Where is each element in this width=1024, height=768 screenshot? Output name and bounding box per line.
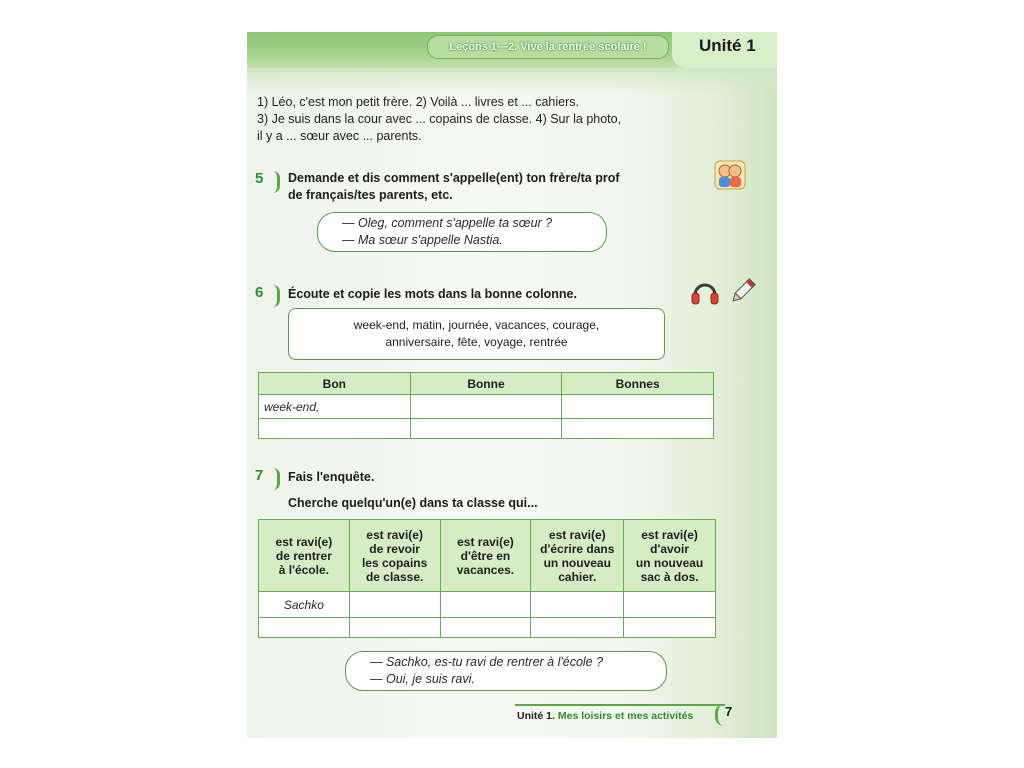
header-line: vacances.	[456, 562, 515, 577]
survey-column-header	[531, 520, 624, 592]
table-row	[259, 592, 716, 618]
word-list-box	[288, 308, 665, 360]
exercise-6-number: 6	[255, 284, 277, 308]
table-cell	[624, 618, 716, 638]
column-header-bonne: Bonne	[410, 373, 562, 395]
header-line: un nouveau	[635, 555, 704, 570]
table-row	[259, 618, 716, 638]
table-cell	[562, 395, 714, 419]
survey-column-header	[349, 520, 440, 592]
header-band-fade	[247, 68, 777, 94]
header-line: est ravi(e)	[275, 534, 333, 549]
exercise-6-table	[258, 372, 714, 439]
header-line: de revoir	[369, 541, 420, 556]
header-line: d'avoir	[650, 541, 690, 556]
footer-unit-prefix: Unité 1.	[517, 710, 555, 722]
exercise-6-title: Écoute et copie les mots dans la bonne colonne.	[288, 287, 577, 301]
header-line: est ravi(e)	[457, 534, 514, 549]
exercise-7-title: Fais l'enquête.	[288, 470, 375, 484]
table-row	[259, 419, 714, 439]
table-cell	[531, 618, 624, 638]
exercise-5-number: 5	[255, 170, 277, 194]
exercise-5-title	[288, 170, 620, 204]
header-line: les copains	[361, 555, 428, 570]
word-list-line: anniversaire, fête, voyage, rentrée	[385, 335, 568, 349]
page-number: 7	[725, 704, 733, 719]
exercise-7-table	[258, 519, 716, 638]
table-cell	[562, 419, 714, 439]
header-line: de classe.	[365, 569, 424, 584]
header-line: est ravi(e)	[641, 527, 698, 542]
table-cell	[259, 618, 350, 638]
table-cell	[410, 419, 562, 439]
exercise-7-subtitle: Cherche quelqu'un(e) dans ta classe qui...	[288, 496, 538, 510]
intro-text	[257, 94, 667, 145]
footer-divider	[515, 704, 725, 706]
column-header-bonnes: Bonnes	[562, 373, 714, 395]
table-row	[259, 395, 714, 419]
survey-column-header	[440, 520, 531, 592]
dialogue-line: — Sachko, es-tu ravi de rentrer à l'école ?	[370, 655, 604, 669]
lesson-title: Leçons 1—2. Vive la rentrée scolaire !	[427, 35, 669, 59]
table-cell: Sachko	[259, 592, 350, 618]
dialogue-line: — Oui, je suis ravi.	[370, 672, 475, 686]
column-header-bon: Bon	[259, 373, 411, 395]
exercise-5-dialogue	[317, 212, 607, 252]
table-cell	[349, 592, 440, 618]
table-cell	[440, 592, 531, 618]
survey-column-header	[259, 520, 350, 592]
unit-label: Unité 1	[699, 36, 756, 55]
exercise-7-dialogue	[345, 651, 667, 691]
table-header-row	[259, 373, 714, 395]
header-line: à l'école.	[278, 562, 329, 577]
header-line: d'être en	[460, 548, 511, 563]
table-cell	[624, 592, 716, 618]
header-line: de rentrer	[275, 548, 332, 563]
intro-line: 3) Je suis dans la cour avec ... copains de classe. 4) Sur la photo,	[257, 112, 622, 126]
exercise-5-title-line: de français/tes parents, etc.	[288, 188, 453, 202]
table-cell	[410, 395, 562, 419]
two-children-icon	[714, 160, 746, 190]
footer-unit	[517, 710, 693, 722]
table-cell	[349, 618, 440, 638]
header-line: d'écrire dans	[540, 541, 615, 556]
dialogue-line: — Ma sœur s'appelle Nastia.	[342, 233, 503, 247]
survey-column-header	[624, 520, 716, 592]
word-list-line: week-end, matin, journée, vacances, courage,	[353, 318, 600, 332]
header-line: est ravi(e)	[548, 527, 606, 542]
table-cell: week-end,	[259, 395, 411, 419]
textbook-page	[247, 32, 777, 738]
table-header-row	[259, 520, 716, 592]
header-line: un nouveau	[543, 555, 611, 570]
intro-line: 1) Léo, c'est mon petit frère. 2) Voilà ... livres et ... cahiers.	[257, 95, 579, 109]
header-line: cahier.	[558, 569, 597, 584]
header-line: est ravi(e)	[366, 527, 423, 542]
footer-unit-title: Mes loisirs et mes activités	[557, 710, 694, 722]
header-line: sac à dos.	[640, 569, 699, 584]
table-cell	[259, 419, 411, 439]
exercise-7-number: 7	[255, 467, 277, 491]
dialogue-line: — Oleg, comment s'appelle ta sœur ?	[342, 216, 553, 230]
pencil-icon	[728, 276, 758, 306]
headphones-icon	[690, 277, 720, 307]
table-cell	[440, 618, 531, 638]
table-cell	[531, 592, 624, 618]
exercise-5-title-line: Demande et dis comment s'appelle(ent) ton frère/ta prof	[288, 171, 620, 185]
intro-line: il y a ... sœur avec ... parents.	[257, 129, 422, 143]
